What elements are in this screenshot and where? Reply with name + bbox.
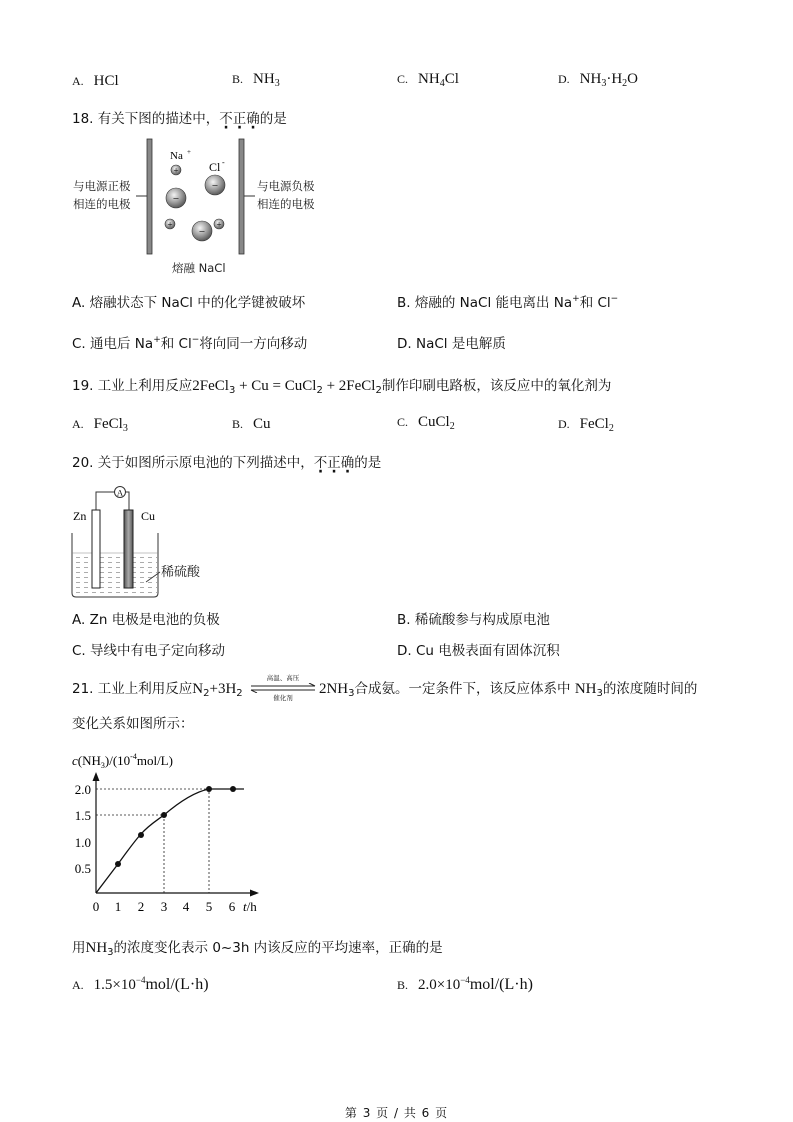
equation-part: +3H (209, 681, 237, 697)
emphasis-char: 确 (246, 111, 260, 127)
stem-text: 关于如图所示原电池的下列描述中， (97, 455, 314, 471)
formula: CuCl (418, 414, 450, 430)
value: 2.0×10 (418, 977, 461, 993)
svg-text:1.0: 1.0 (74, 835, 91, 850)
stem-text: 工业上利用反应 (97, 378, 193, 394)
equilibrium-arrow-icon (249, 683, 317, 693)
subscript: 3 (601, 78, 607, 89)
q18-option-a (72, 291, 305, 311)
q17-option-c (397, 70, 459, 89)
subscript: 3 (122, 423, 128, 434)
superscript: − (191, 335, 200, 345)
svg-text:−: − (172, 193, 180, 205)
nh3-concentration-chart (60, 745, 280, 920)
q18-option-b (397, 291, 618, 311)
concentration-curve (96, 789, 244, 893)
option-label: A. (72, 417, 84, 431)
sulfuric-acid-solution (73, 553, 157, 596)
solution-label: 稀硫酸 (161, 565, 201, 580)
cu-electrode (124, 510, 133, 588)
exponent: −4 (460, 975, 470, 985)
y-axis-arrow-icon (93, 772, 100, 781)
subscript: 4 (439, 78, 445, 89)
svg-text:+: + (173, 165, 179, 176)
left-electrode-label: 相连的电极 (73, 197, 131, 211)
subscript: 2 (608, 423, 614, 434)
q20-option-a (72, 608, 220, 628)
formula: NH (85, 940, 108, 956)
subscript: 3 (596, 688, 603, 699)
option-label: B. (232, 72, 244, 86)
page-footer: 第 3 页 / 共 6 页 (344, 1106, 449, 1120)
option-text: 导线中有电子定向移动 (90, 643, 226, 659)
left-electrode-label: 与电源正极 (73, 179, 131, 193)
option-label: B. (397, 978, 409, 992)
q18-option-d (397, 332, 506, 352)
stem-text: 制作印刷电路板，该反应中的氧化剂为 (381, 378, 612, 394)
q17-option-a (72, 72, 119, 91)
zn-electrode (92, 510, 100, 588)
wire (125, 492, 129, 510)
q19-option-c (397, 413, 455, 432)
subscript: 3 (228, 385, 236, 396)
option-label: D. (397, 336, 412, 352)
option-text: NaCl 是电解质 (415, 336, 506, 352)
right-electrode (239, 139, 244, 254)
q17-option-b (232, 70, 280, 89)
q19-option-d (558, 415, 614, 434)
q17-option-d (558, 70, 638, 89)
svg-text:2.0: 2.0 (74, 782, 91, 797)
option-text: 将向同一方向移动 (199, 336, 308, 352)
svg-text:+: + (216, 219, 222, 230)
option-label: C. (72, 643, 86, 659)
question-number: 21. (72, 681, 94, 697)
reversible-arrow (249, 674, 317, 702)
stem-text: 工业上利用反应 (97, 681, 193, 697)
svg-text:1.5: 1.5 (74, 808, 91, 823)
subscript: 3 (107, 947, 114, 958)
option-text: 稀硫酸参与构成原电池 (414, 612, 550, 628)
equation-part: + Cu = CuCl (235, 378, 317, 394)
svg-text:3: 3 (160, 899, 168, 914)
stem-text: 的是 (354, 455, 382, 471)
superscript: + (572, 294, 580, 304)
na-ion-icon (214, 219, 224, 230)
x-ticks (93, 899, 236, 914)
dotted-guides (96, 789, 209, 893)
reaction-condition-bottom: 催化剂 (273, 694, 293, 702)
subscript: 3 (274, 78, 280, 89)
option-label: B. (397, 612, 411, 628)
q20-option-d (397, 639, 560, 659)
option-text: 熔融状态下 NaCl 中的化学键被破坏 (89, 295, 306, 311)
ammeter-label: A (116, 487, 124, 498)
subscript: 3 (348, 688, 355, 699)
emphasis-char: 不 (313, 455, 328, 471)
svg-text:5: 5 (205, 899, 213, 914)
option-label: C. (72, 336, 86, 352)
option-label: D. (558, 417, 570, 431)
superscript: + (153, 335, 161, 345)
na-ion-icon (171, 165, 181, 176)
cl-ion-label: Cl (209, 160, 221, 174)
option-text: Cu 电极表面有固体沉积 (415, 643, 560, 659)
x-axis-label: t/h (243, 899, 257, 914)
equation-part: 2FeCl (192, 378, 229, 394)
figure-caption: 熔融 NaCl (172, 261, 226, 275)
option-text: 通电后 Na (90, 336, 154, 352)
option-text: 和 Cl (160, 336, 192, 352)
formula: Cu (253, 416, 271, 432)
right-electrode-label: 相连的电极 (257, 197, 315, 211)
option-label: A. (72, 612, 86, 628)
subscript: 2 (236, 688, 243, 699)
exponent: −4 (135, 975, 146, 985)
option-text: Zn 电极是电池的负极 (89, 612, 220, 628)
q18-stem (72, 107, 287, 127)
svg-text:−: − (198, 226, 206, 238)
formula: HCl (93, 73, 119, 89)
cl-ion-icon (192, 221, 212, 241)
q20-option-b (397, 608, 550, 628)
svg-text:1: 1 (114, 899, 122, 914)
option-label: B. (397, 295, 411, 311)
q21-option-a (72, 976, 209, 995)
stem-text: 的浓度变化表示 0~3h 内该反应的平均速率，正确的是 (113, 940, 443, 956)
subscript: 2 (449, 421, 455, 432)
subscript: 2 (622, 78, 628, 89)
right-electrode-label: 与电源负极 (257, 179, 315, 193)
q19-option-a (72, 415, 128, 434)
question-number: 18. (72, 111, 94, 127)
option-label: C. (397, 415, 409, 429)
svg-text:+: + (167, 219, 173, 230)
formula: NH (418, 71, 440, 87)
option-text: 和 Cl (579, 295, 611, 311)
q21-stem-line2: 变化关系如图所示： (72, 716, 194, 732)
cl-ion-icon (166, 188, 186, 208)
wire (96, 492, 115, 510)
ammeter-icon (115, 487, 126, 498)
nacl-electrolysis-figure (60, 135, 340, 280)
option-label: B. (232, 417, 244, 431)
unit: mol/(L·h) (145, 976, 209, 993)
zn-label: Zn (73, 509, 87, 523)
stem-text: 合成氨。一定条件下，该反应体系中 (354, 681, 571, 697)
q21-option-b (397, 976, 533, 995)
galvanic-cell-figure (60, 475, 230, 600)
stem-text: 的是 (259, 111, 287, 127)
x-axis-arrow-icon (250, 890, 259, 897)
svg-text:2: 2 (137, 899, 145, 914)
emphasis-char: 正 (232, 111, 247, 127)
cu-label: Cu (141, 509, 156, 523)
equation-part: + 2FeCl (322, 378, 376, 394)
stem-text: 的浓度随时间的 (602, 681, 698, 697)
cl-ion-icon (205, 175, 225, 195)
formula: ·H (606, 71, 623, 87)
svg-text:6: 6 (228, 899, 236, 914)
svg-text:0.5: 0.5 (74, 861, 91, 876)
option-label: A. (72, 978, 84, 992)
emphasis-char: 确 (340, 455, 355, 471)
y-axis-label: $c(NH_3)/(10^{-4}mol/L)$ (72, 752, 173, 770)
data-points (115, 786, 236, 867)
formula: FeCl (579, 416, 609, 432)
q21-question (72, 936, 443, 957)
formula: Cl (444, 71, 459, 87)
question-number: 20. (72, 455, 94, 471)
formula: NH (253, 71, 275, 87)
stem-text: 用 (72, 940, 86, 956)
option-label: C. (397, 72, 409, 86)
svg-text:0: 0 (92, 899, 100, 914)
option-label: D. (397, 643, 412, 659)
unit: mol/(L·h) (469, 976, 533, 993)
equation-part: 2NH (318, 681, 349, 697)
q18-option-c (72, 332, 307, 352)
reaction-condition-top: 高温、高压 (266, 674, 300, 682)
formula: NH (574, 681, 597, 697)
na-ion-icon (165, 219, 175, 230)
q21-stem-line1 (72, 674, 698, 702)
emphasis-char: 不 (219, 111, 233, 127)
formula: FeCl (93, 416, 123, 432)
option-label: D. (558, 72, 570, 86)
left-electrode (147, 139, 152, 254)
formula: O (627, 71, 639, 87)
q20-option-c (72, 639, 225, 659)
y-ticks (75, 782, 91, 876)
na-ion-label: Na (170, 150, 183, 162)
option-text: 熔融的 NaCl 能电离出 Na (414, 295, 573, 311)
subscript: 2 (375, 385, 382, 396)
emphasis-char: 正 (327, 455, 341, 471)
question-number: 19. (72, 378, 94, 394)
q19-stem (72, 374, 611, 395)
subscript: 2 (203, 688, 210, 699)
svg-text:−: − (211, 180, 219, 192)
superscript: − (610, 294, 619, 304)
svg-text:4: 4 (182, 899, 190, 914)
equation-part: N (192, 681, 204, 697)
charge: + (187, 148, 191, 156)
formula: NH (579, 71, 602, 87)
q20-stem (72, 451, 381, 471)
value: 1.5×10 (93, 977, 136, 993)
stem-text: 有关下图的描述中， (97, 111, 220, 127)
option-label: A. (72, 295, 86, 311)
option-label: A. (72, 74, 84, 88)
charge: - (222, 158, 225, 167)
subscript: 2 (316, 385, 323, 396)
q19-option-b (232, 415, 271, 434)
